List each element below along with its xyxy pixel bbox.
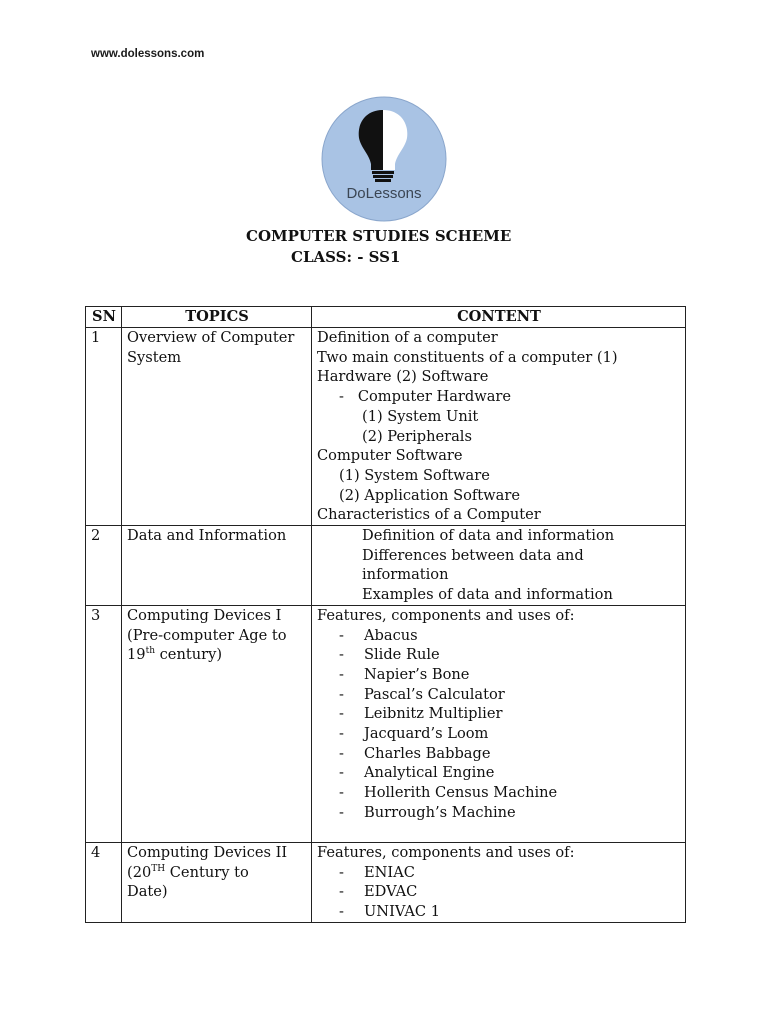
- list-item: - Slide Rule: [339, 646, 440, 664]
- content-line: (1) System Software: [339, 466, 490, 484]
- lightbulb-icon: [319, 94, 449, 224]
- content-line: Examples of data and information: [362, 586, 613, 604]
- table-row: [86, 842, 686, 922]
- content-line: Two main constituents of a computer (1): [317, 348, 618, 366]
- content-line: Hardware (2) Software: [317, 368, 489, 386]
- content-line: Characteristics of a Computer: [317, 506, 541, 524]
- topic-line: 19th century): [127, 646, 223, 664]
- content-line: (2) Application Software: [339, 486, 520, 504]
- title-line-2: CLASS: - SS1: [291, 248, 401, 266]
- topic-line: Date): [127, 883, 168, 901]
- content-line: Definition of a computer: [317, 329, 498, 346]
- row-topic: [122, 328, 312, 526]
- topic-line: Data and Information: [127, 527, 287, 545]
- table-row: [86, 526, 686, 606]
- topic-line: System: [127, 348, 182, 366]
- logo-text: DoLessons: [346, 185, 422, 202]
- list-item: - Napier’s Bone: [339, 665, 470, 683]
- table-row: [86, 328, 686, 526]
- row-topic: [122, 605, 312, 842]
- content-line: (1) System Unit: [362, 407, 479, 425]
- list-item: - Jacquard’s Loom: [339, 725, 489, 743]
- topic-line: (20TH Century to: [127, 863, 249, 881]
- device-list: [317, 626, 681, 823]
- content-line: Computer Software: [317, 447, 463, 465]
- content-line: Features, components and uses of:: [317, 843, 575, 861]
- row-sn: 3: [86, 605, 122, 842]
- list-item: - Analytical Engine: [339, 764, 495, 782]
- list-item: - Abacus: [339, 626, 418, 644]
- row-sn: 1: [86, 328, 122, 526]
- table-row: [86, 605, 686, 842]
- scheme-table: [85, 306, 686, 923]
- row-topic: [122, 842, 312, 922]
- row-content: [312, 842, 686, 922]
- list-item: - UNIVAC 1: [339, 902, 441, 920]
- content-line: (2) Peripherals: [362, 427, 472, 445]
- content-line: information: [362, 566, 449, 584]
- dolessons-logo: [319, 94, 449, 224]
- topic-line: (Pre-computer Age to: [127, 626, 287, 644]
- content-line: Features, components and uses of:: [317, 606, 575, 624]
- content-line: - Computer Hardware: [339, 388, 512, 406]
- topic-line: Overview of Computer: [127, 329, 295, 346]
- header-content: CONTENT: [312, 307, 686, 328]
- list-item: - ENIAC: [339, 863, 415, 881]
- row-sn: 4: [86, 842, 122, 922]
- list-item: - Burrough’s Machine: [339, 803, 516, 821]
- content-line: Definition of data and information: [362, 527, 615, 545]
- title-line-1: COMPUTER STUDIES SCHEME: [246, 227, 512, 245]
- row-content: [312, 605, 686, 842]
- header-topics: TOPICS: [122, 307, 312, 328]
- table-header-row: [86, 307, 686, 328]
- row-content: [312, 328, 686, 526]
- row-sn: 2: [86, 526, 122, 606]
- list-item: - EDVAC: [339, 883, 418, 901]
- list-item: - Leibnitz Multiplier: [339, 705, 503, 723]
- row-content: [312, 526, 686, 606]
- header-sn: SN: [86, 307, 122, 328]
- topic-line: Computing Devices I: [127, 606, 282, 624]
- content-line: Differences between data and: [362, 546, 584, 564]
- device-list: [317, 863, 681, 922]
- website-url: www.dolessons.com: [91, 48, 205, 60]
- list-item: - Pascal’s Calculator: [339, 685, 505, 703]
- row-topic: [122, 526, 312, 606]
- list-item: - Hollerith Census Machine: [339, 784, 558, 802]
- list-item: - Charles Babbage: [339, 744, 491, 762]
- topic-line: Computing Devices II: [127, 843, 288, 861]
